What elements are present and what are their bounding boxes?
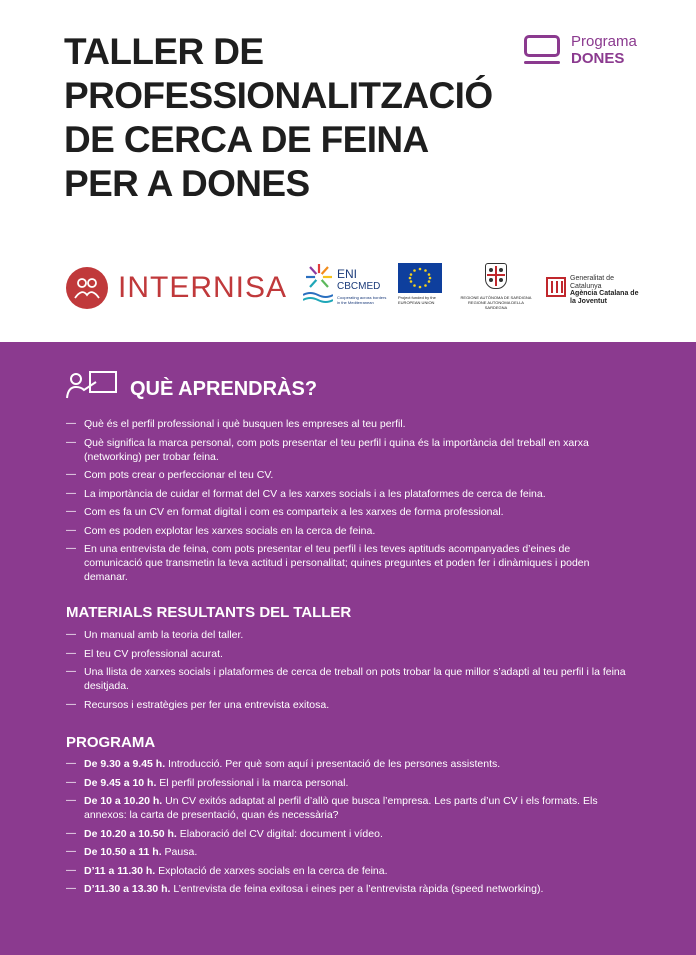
people-icon (66, 267, 108, 309)
laptop-icon (524, 35, 560, 57)
schedule-item (66, 757, 626, 771)
program-logo-line1: Programa (571, 33, 637, 50)
schedule-time: De 9.45 a 10 h. (84, 776, 157, 789)
learn-heading-text: QUÈ APRENDRÀS? (130, 378, 318, 400)
schedule-time: De 10 a 10.20 h. (84, 795, 163, 807)
materials-heading: MATERIALS RESULTANTS DEL TALLER (66, 604, 352, 621)
list-item: — Què significa la marca personal, com pots presentar el teu perfil i quina és la importància del treball en xarxa (networking) per trobar feina. (66, 436, 626, 464)
schedule-text: Elaboració del CV digital: document i vídeo. (176, 827, 383, 840)
list-item: — Com es poden explotar les xarxes socials en la cerca de feina. (66, 524, 626, 538)
schedule-time: De 10.50 a 11 h. (84, 846, 162, 858)
eni-line1: ENI (337, 267, 358, 281)
waves-icon (303, 291, 333, 305)
generalitat-line1: Generalitat de Catalunya (570, 275, 614, 290)
generalitat-logo (546, 275, 646, 309)
list-item: — Com pots crear o perfeccionar el teu CV. (66, 468, 626, 482)
schedule-time: D’11 a 11.30 h. (84, 864, 156, 877)
learn-list (66, 417, 626, 589)
schedule-item (66, 882, 626, 896)
list-item: — Recursos i estratègies per fer una entrevista exitosa. (66, 698, 626, 712)
content-section (0, 342, 696, 955)
generalitat-line2: Agència Catalana de la Joventut (570, 290, 639, 305)
eu-caption: Project funded by the EUROPEAN UNION (398, 295, 436, 305)
schedule-text: El perfil professional i la marca personal. (156, 776, 349, 789)
schedule-time: De 9.30 a 9.45 h. (84, 758, 166, 770)
header-section (0, 0, 696, 342)
eni-cbcmed-logo (303, 263, 389, 309)
sunburst-icon (305, 263, 333, 291)
list-item: — Com es fa un CV en format digital i com es comparteix a les xarxes de forma professional. (66, 505, 626, 519)
programa-list (66, 757, 626, 901)
sardegna-crest-icon (485, 263, 507, 289)
schedule-item (66, 864, 626, 878)
laptop-base (524, 61, 560, 64)
eni-line2: CBCMED (337, 281, 381, 292)
title-line: PROFESSIONALITZACIÓ (64, 75, 493, 116)
title-line: PER A DONES (64, 163, 310, 204)
programa-heading: PROGRAMA (66, 734, 156, 751)
schedule-time: D’11.30 a 13.30 h. (84, 883, 171, 895)
schedule-time: De 10.20 a 10.50 h. (84, 827, 177, 840)
generalitat-mark-icon (546, 277, 566, 297)
list-item: — En una entrevista de feina, com pots presentar el teu perfil i les teves aptituds acompanyades d’eines de comunicació que transmetin la teva actitud i personalitat; quines preguntes et poden fer i dinàmiques i poden demanar. (66, 542, 626, 584)
schedule-text: Pausa. (161, 846, 198, 858)
list-item: — Un manual amb la teoria del taller. (66, 628, 626, 642)
list-item: — Una llista de xarxes socials i plataformes de cerca de treball on pots trobar la que millor s’adapti al teu perfil i la feina desitjada. (66, 665, 626, 693)
schedule-text: Un CV exitós adaptat al perfil d’allò que busca l’empresa. Les parts d’un CV i els formats. Els annexos: la carta de presentació, quan és necessària? (84, 795, 598, 821)
schedule-text: Explotació de xarxes socials en la cerca de feina. (155, 864, 388, 877)
title-line: DE CERCA DE FEINA (64, 119, 429, 160)
schedule-text: L’entrevista de feina exitosa i eines per a l’entrevista ràpida (speed networking). (170, 883, 544, 895)
presentation-icon (66, 370, 118, 400)
schedule-item (66, 827, 626, 841)
schedule-text: Introducció. Per què som aquí i presentació de les persones assistents. (165, 758, 501, 770)
eu-logo (398, 263, 444, 309)
partner-logos (0, 255, 696, 315)
program-logo-line2: DONES (571, 50, 625, 67)
list-item: — El teu CV professional acurat. (66, 647, 626, 661)
schedule-item (66, 794, 626, 822)
schedule-item (66, 845, 626, 859)
programa-dones-logo (524, 33, 654, 69)
page-title (64, 30, 493, 206)
eu-flag-icon (398, 263, 442, 293)
title-line: TALLER DE (64, 31, 264, 72)
sardegna-logo (457, 263, 535, 309)
list-item: — Què és el perfil professional i què busquen les empreses al teu perfil. (66, 417, 626, 431)
sardegna-caption: REGIONE AUTÒNOMA DE SARDIGNA REGIONE AUTONOMA DELLA SARDEGNA (460, 295, 532, 310)
schedule-item (66, 776, 626, 790)
eni-tagline: Cooperating across borders in the Mediterranean (337, 295, 387, 305)
materials-list (66, 628, 626, 716)
internisa-name: INTERNISA (118, 271, 288, 304)
list-item: — La importància de cuidar el format del CV a les xarxes socials i a les plataformes de cerca de feina. (66, 487, 626, 501)
